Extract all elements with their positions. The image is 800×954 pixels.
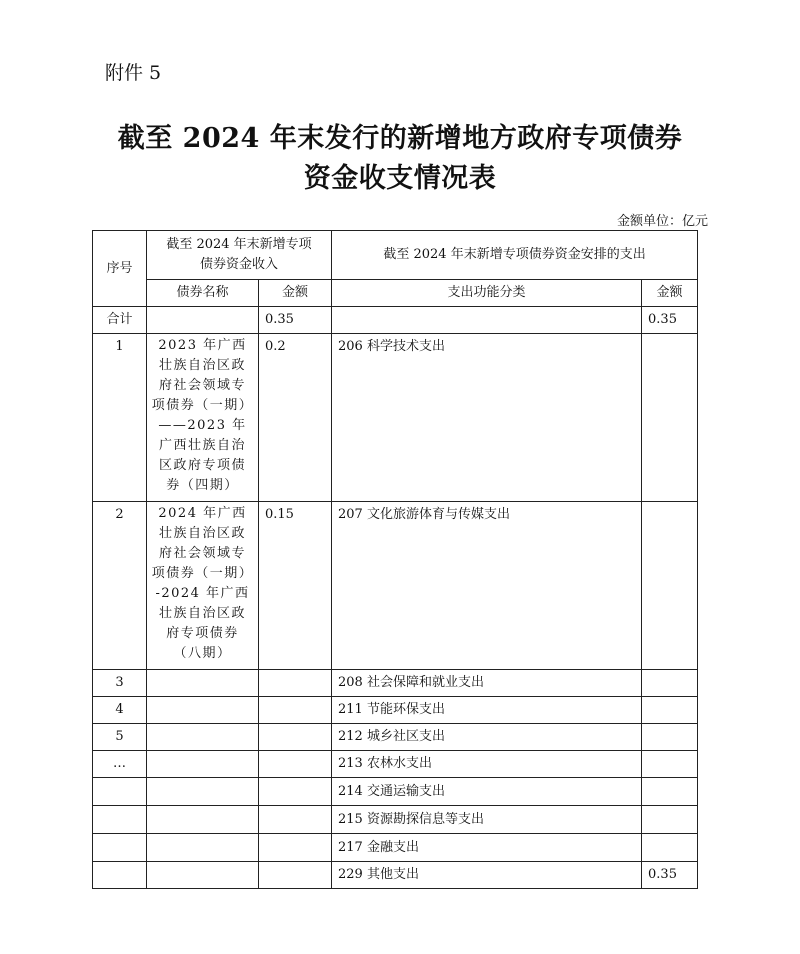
cell-expense-amount [642,697,698,724]
cell-bond-name [147,751,259,778]
table-row [93,502,698,670]
cell-seq: … [93,751,147,778]
cell-bond-name [147,862,259,889]
cell-expense-amount: 0.35 [642,862,698,889]
cell-seq: 3 [93,670,147,697]
table-row [93,724,698,751]
table-row [93,751,698,778]
cell-expense-amount [642,334,698,502]
cell-category: 211 节能环保支出 [332,697,642,724]
cell-category: 215 资源勘探信息等支出 [332,806,642,834]
unit-label: 金额单位：亿元 [616,214,708,229]
table-row [93,670,698,697]
page-title-line2: 资金收支情况表 [303,163,497,194]
cell-category: 214 交通运输支出 [332,778,642,806]
cell-income-amount [259,778,332,806]
cell-income-amount: 0.2 [259,334,332,502]
header-expense-amount: 金额 [642,280,698,307]
header-expense-group: 截至 2024 年末新增专项债券资金安排的支出 [332,231,698,280]
header-seq: 序号 [93,231,147,307]
header-income-group: 截至 2024 年末新增专项 债券资金收入 [147,231,332,280]
cell-category: 213 农林水支出 [332,751,642,778]
cell-category: 229 其他支出 [332,862,642,889]
cell-category: 207 文化旅游体育与传媒支出 [332,502,642,670]
bond-fund-table [92,230,698,889]
cell-expense-amount [642,778,698,806]
cell-income-amount: 0.15 [259,502,332,670]
cell-seq: 2 [93,502,147,670]
cell-category: 206 科学技术支出 [332,334,642,502]
cell-bond-name [147,307,259,334]
cell-income-amount: 0.35 [259,307,332,334]
attachment-label: 附件 5 [105,62,162,84]
cell-bond-name [147,697,259,724]
cell-expense-amount: 0.35 [642,307,698,334]
cell-expense-amount [642,502,698,670]
table-row [93,806,698,834]
cell-seq: 1 [93,334,147,502]
cell-income-amount [259,670,332,697]
cell-seq [93,834,147,862]
header-income-amount: 金额 [259,280,332,307]
cell-bond-name [147,724,259,751]
cell-category: 212 城乡社区支出 [332,724,642,751]
cell-income-amount [259,806,332,834]
cell-bond-name: 2024 年广西 壮族自治区政 府社会领域专 项债券（一期） -2024 年广西 壮族自治区政 府专项债券 （八期） [147,502,259,670]
cell-bond-name [147,834,259,862]
page-title-line1: 截至 2024 年末发行的新增地方政府专项债券 [117,123,683,154]
cell-category: 217 金融支出 [332,834,642,862]
cell-category: 208 社会保障和就业支出 [332,670,642,697]
cell-seq: 4 [93,697,147,724]
cell-income-amount [259,751,332,778]
table-row [93,697,698,724]
cell-income-amount [259,697,332,724]
cell-seq [93,862,147,889]
cell-bond-name [147,670,259,697]
table-row [93,307,698,334]
cell-expense-amount [642,670,698,697]
cell-seq: 合计 [93,307,147,334]
cell-bond-name [147,806,259,834]
cell-seq [93,806,147,834]
cell-bond-name [147,778,259,806]
cell-category [332,307,642,334]
header-expense-category: 支出功能分类 [332,280,642,307]
cell-seq: 5 [93,724,147,751]
cell-seq [93,778,147,806]
table-row [93,334,698,502]
cell-expense-amount [642,806,698,834]
table-row [93,834,698,862]
cell-expense-amount [642,724,698,751]
table-row [93,778,698,806]
cell-expense-amount [642,751,698,778]
cell-income-amount [259,834,332,862]
cell-expense-amount [642,834,698,862]
cell-income-amount [259,862,332,889]
cell-bond-name: 2023 年广西 壮族自治区政 府社会领域专 项债券（一期） ——2023 年 广西壮族自治 区政府专项债 券（四期） [147,334,259,502]
table-row [93,862,698,889]
cell-income-amount [259,724,332,751]
header-bond-name: 债券名称 [147,280,259,307]
